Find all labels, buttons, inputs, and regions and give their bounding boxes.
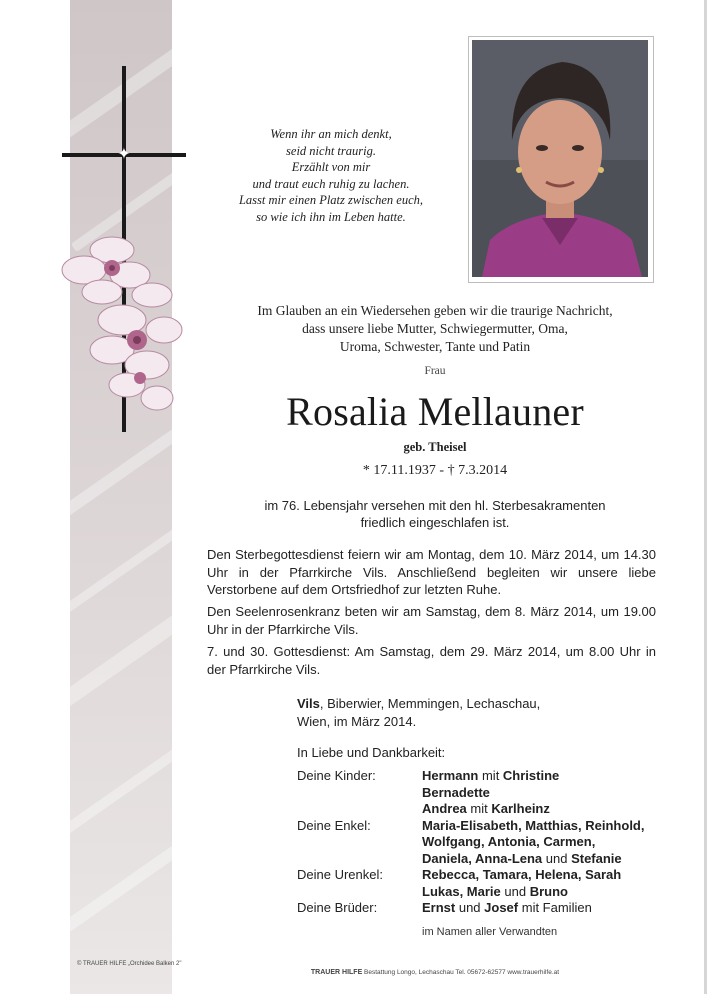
family-row-great-grandchildren: Deine Urenkel: Rebecca, Tamara, Helena, Sarah Lukas, Marie und Bruno <box>297 867 622 899</box>
announcement-text: Im Glauben an ein Wiedersehen geben wir die traurige Nachricht, dass unsere liebe Mutter, Schwiegermutter, Oma, Uroma, Schwester, Tante und Patin <box>257 303 613 354</box>
family-row-grandchildren: Deine Enkel: Maria-Elisabeth, Matthias, Reinhold, Wolfgang, Antonia, Carmen, Daniela, Anna-Lena und Stefanie <box>297 817 645 866</box>
sparkle-icon: ✦ <box>117 144 131 163</box>
deceased-name: Rosalia Mellauner <box>286 389 584 434</box>
orchid-flowers-icon <box>52 230 187 420</box>
portrait-photo <box>472 40 648 277</box>
life-dates: * 17.11.1937 - † 7.3.2014 <box>362 463 508 478</box>
passing-text: im 76. Lebensjahr versehen mit den hl. Sterbesakramenten friedlich eingeschlafen ist. <box>264 498 606 530</box>
family-list <box>297 768 677 917</box>
rosary-paragraph: Den Seelenrosenkranz beten wir am Samstag, dem 8. März 2014, um 19.00 Uhr in der Pfarrkirche Vils. <box>207 604 656 637</box>
relatives-note: im Namen aller Verwandten <box>422 926 558 938</box>
birth-name: geb. Theisel <box>403 440 467 454</box>
footer: TRAUER HILFE Bestattung Longo, Lechaschau Tel. 05672-62577 www.trauerhilfe.at <box>310 969 560 976</box>
memorial-mass-paragraph: 7. und 30. Gottesdienst: Am Samstag, dem 29. März 2014, um 8.00 Uhr in der Pfarrkirche Vils. <box>207 644 656 677</box>
salutation: Frau <box>424 365 446 377</box>
gratitude-heading: In Liebe und Dankbarkeit: <box>297 745 446 760</box>
places-and-date: Vils, Biberwier, Memmingen, Lechaschau, Wien, im März 2014. <box>297 696 541 729</box>
funeral-service-paragraph: Den Sterbegottesdienst feiern wir am Montag, dem 10. März 2014, um 14.30 Uhr in der Pfarrkirche Vils. Anschließend begleiten wir unsere liebe Verstorbene auf dem Ortsfriedhof zur letzten Ruhe. <box>207 547 656 597</box>
family-row-brothers: Deine Brüder: Ernst und Josef mit Familien <box>297 900 592 915</box>
memorial-poem: Wenn ihr an mich denkt, seid nicht traurig. Erzählt von mir und traut euch ruhig zu lachen. Lasst mir einen Platz zwischen euch, so wie ich ihn im Leben hatte. <box>238 127 423 224</box>
copyright-note: © TRAUER HILFE „Orchidee Balken 2" <box>77 961 182 967</box>
family-row-children: Deine Kinder: Hermann mit Christine Bernadette Andrea mit Karlheinz <box>297 768 560 816</box>
